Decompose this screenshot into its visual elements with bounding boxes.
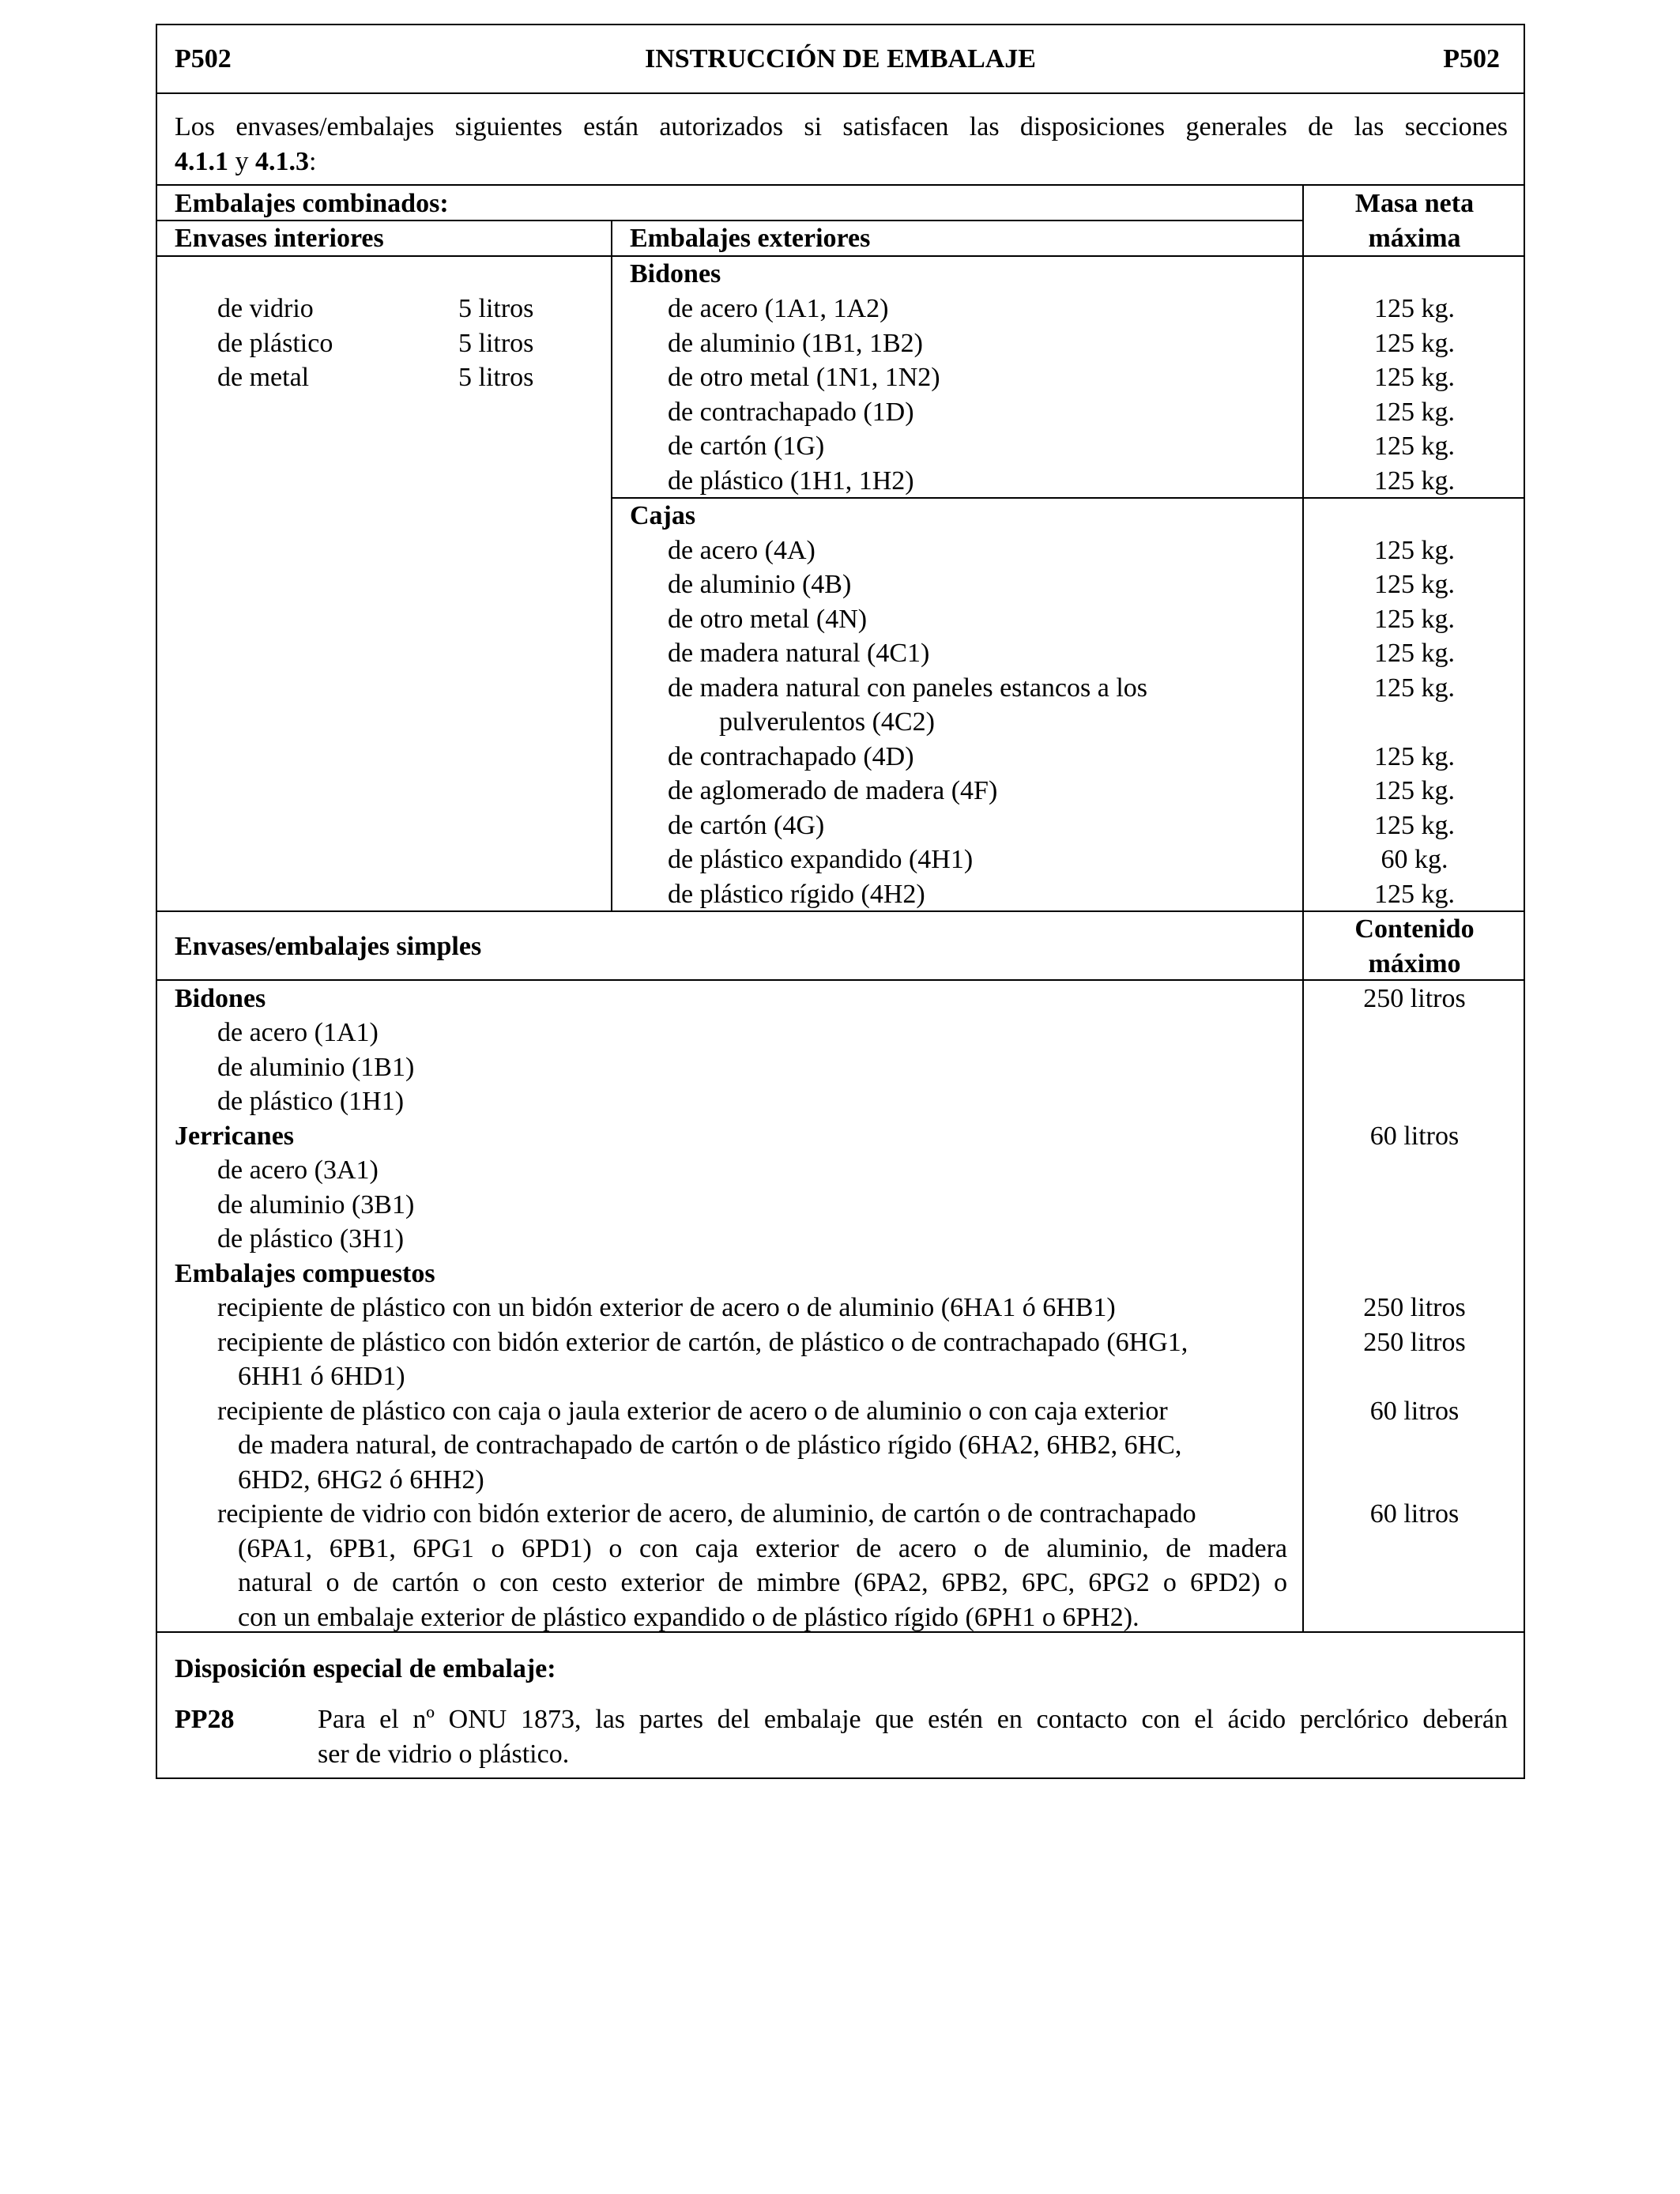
outer-item-name: de plástico (1H1, 1H2) <box>668 466 914 496</box>
rule-inner-outer <box>611 220 612 911</box>
composite-title: Embalajes compuestos <box>175 1259 435 1288</box>
composite-item: recipiente de plástico con un bidón exterior de acero o de aluminio (6HA1 ó 6HB1) <box>217 1293 1116 1322</box>
composite-item-continuation: (6PA1, 6PB1, 6PG1 o 6PD1) o con caja exterior de acero o de aluminio, de madera <box>238 1534 1287 1563</box>
inner-item-name: de vidrio <box>217 294 314 323</box>
max-content: 250 litros <box>1363 1293 1466 1322</box>
intro-sections: 4.1.1 y 4.1.3: <box>175 147 317 176</box>
composite-item-continuation: natural o de cartón o con cesto exterior de mimbre (6PA2, 6PB2, 6PC, 6PG2 o 6PD2) o <box>238 1568 1287 1597</box>
max-mass: 125 kg. <box>1374 880 1455 909</box>
max-mass: 125 kg. <box>1374 776 1455 805</box>
special-provision-text: Para el nº ONU 1873, las partes del embalaje que estén en contacto con el ácido perclórico deberán <box>318 1705 1508 1734</box>
outer-item-name: de acero (4A) <box>668 536 816 565</box>
rule-header <box>156 92 1525 94</box>
jerricans-title: Jerricanes <box>175 1122 295 1151</box>
outer-item-name: de cartón (1G) <box>668 432 825 461</box>
rule-intro <box>156 184 1525 186</box>
outer-item-name: de acero (1A1, 1A2) <box>668 294 889 323</box>
boxes-title: Cajas <box>630 501 696 530</box>
section-ref-413: 4.1.3 <box>255 147 309 176</box>
max-content: 60 litros <box>1369 1122 1460 1151</box>
outer-item-name: de otro metal (1N1, 1N2) <box>668 363 940 392</box>
single-item: de acero (1A1) <box>217 1018 379 1047</box>
outer-item-name: de otro metal (4N) <box>668 605 868 634</box>
max-mass: 125 kg. <box>1374 742 1455 771</box>
max-mass: 125 kg. <box>1374 536 1455 565</box>
max-content: 60 litros <box>1369 1499 1460 1529</box>
outer-item-name: de plástico rígido (4H2) <box>668 880 925 909</box>
outer-item-name: de madera natural (4C1) <box>668 639 930 668</box>
single-item: de plástico (3H1) <box>217 1224 405 1253</box>
single-item: de aluminio (3B1) <box>217 1190 415 1220</box>
outer-item-name: de aglomerado de madera (4F) <box>668 776 998 805</box>
max-content: 250 litros <box>1363 1328 1466 1357</box>
outer-item-name: de aluminio (4B) <box>668 570 852 599</box>
inner-item-capacity: 5 litros <box>458 329 534 358</box>
composite-item: recipiente de vidrio con bidón exterior de acero, de aluminio, de cartón o de contrachapado <box>217 1499 1196 1529</box>
composite-item-continuation: 6HH1 ó 6HD1) <box>238 1362 405 1391</box>
outer-item-name: de cartón (4G) <box>668 811 825 840</box>
mass-heading: Masa neta máxima <box>1354 189 1475 253</box>
max-mass: 125 kg. <box>1374 363 1455 392</box>
special-provision-code: PP28 <box>175 1705 235 1734</box>
max-mass: 125 kg. <box>1374 466 1455 496</box>
inner-item-capacity: 5 litros <box>458 363 534 392</box>
single-packagings-heading: Envases/embalajes simples <box>175 932 482 961</box>
intro-text: Los envases/embalajes siguientes están autorizados si satisfacen las disposiciones generales de las secciones <box>175 112 1508 141</box>
max-mass: 125 kg. <box>1374 398 1455 427</box>
composite-item-continuation: 6HD2, 6HG2 ó 6HH2) <box>238 1465 484 1495</box>
single-drums-title: Bidones <box>175 984 266 1013</box>
outer-item-name: de plástico expandido (4H1) <box>668 845 974 874</box>
max-mass: 125 kg. <box>1374 639 1455 668</box>
special-provision-text-cont: ser de vidrio o plástico. <box>318 1740 570 1769</box>
max-mass: 125 kg. <box>1374 673 1455 703</box>
single-item: de aluminio (1B1) <box>217 1053 415 1082</box>
inner-item-capacity: 5 litros <box>458 294 534 323</box>
special-provision-heading: Disposición especial de embalaje: <box>175 1654 556 1683</box>
combined-heading: Embalajes combinados: <box>175 189 449 218</box>
max-content: 60 litros <box>1369 1397 1460 1426</box>
outer-item-name-continuation: pulverulentos (4C2) <box>719 707 935 737</box>
inner-packagings-heading: Envases interiores <box>175 224 384 253</box>
outer-packagings-heading: Embalajes exteriores <box>630 224 871 253</box>
outer-item-name: de aluminio (1B1, 1B2) <box>668 329 923 358</box>
outer-item-name: de contrachapado (1D) <box>668 398 914 427</box>
composite-item-continuation: con un embalaje exterior de plástico expandido o de plástico rígido (6PH1 o 6PH2). <box>238 1603 1139 1632</box>
composite-item: recipiente de plástico con bidón exterior de cartón, de plástico o de contrachapado (6HG1, <box>217 1328 1188 1357</box>
max-mass: 125 kg. <box>1374 605 1455 634</box>
drums-title: Bidones <box>630 259 721 288</box>
composite-item-continuation: de madera natural, de contrachapado de cartón o de plástico rígido (6HA2, 6HB2, 6HC, <box>238 1431 1182 1460</box>
max-mass: 125 kg. <box>1374 570 1455 599</box>
instruction-code-left: P502 <box>175 44 232 74</box>
max-mass: 125 kg. <box>1374 811 1455 840</box>
inner-item-name: de plástico <box>217 329 333 358</box>
instruction-code-right: P502 <box>1443 44 1500 74</box>
single-item: de acero (3A1) <box>217 1155 379 1185</box>
single-item: de plástico (1H1) <box>217 1087 405 1116</box>
max-mass: 125 kg. <box>1374 329 1455 358</box>
composite-item: recipiente de plástico con caja o jaula exterior de acero o de aluminio o con caja exterior <box>217 1397 1168 1426</box>
max-mass: 125 kg. <box>1374 294 1455 323</box>
outer-item-name: de contrachapado (4D) <box>668 742 914 771</box>
max-content: 250 litros <box>1363 984 1466 1013</box>
page-title: INSTRUCCIÓN DE EMBALAJE <box>645 44 1036 74</box>
section-ref-411: 4.1.1 <box>175 147 228 176</box>
max-mass: 60 kg. <box>1381 845 1448 874</box>
max-mass: 125 kg. <box>1374 432 1455 461</box>
inner-item-name: de metal <box>217 363 310 392</box>
outer-item-name: de madera natural con paneles estancos a los <box>668 673 1148 703</box>
max-content-heading: Contenido máximo <box>1354 914 1475 978</box>
